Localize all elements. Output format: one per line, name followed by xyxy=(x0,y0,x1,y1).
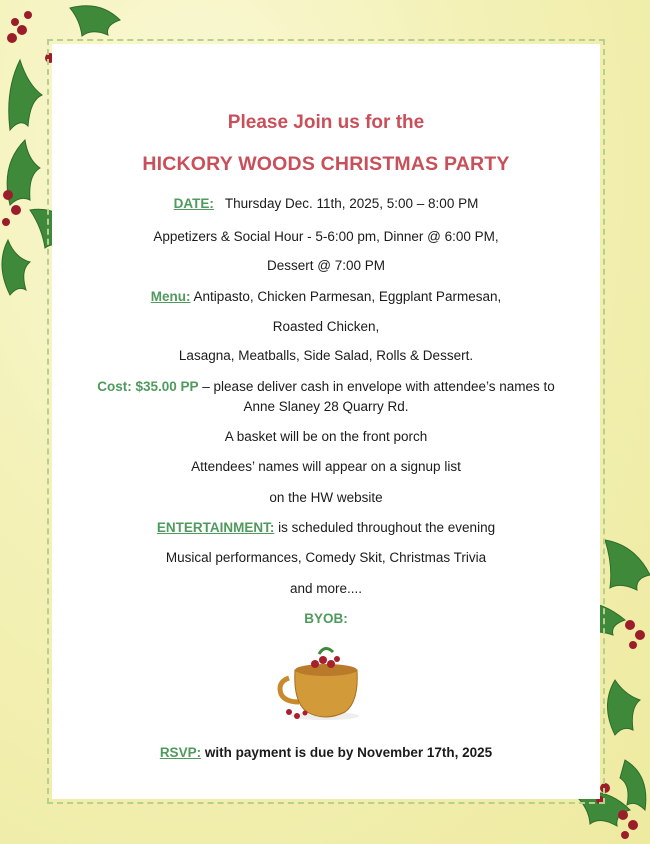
cost-address: Anne Slaney 28 Quarry Rd. xyxy=(243,399,409,414)
invitation-card xyxy=(52,44,600,799)
date-line xyxy=(52,196,600,211)
menu-line-2: Roasted Chicken, xyxy=(272,319,380,334)
menu-text-1: Antipasto, Chicken Parmesan, Eggplant Parmesan, xyxy=(193,289,502,304)
rsvp-line xyxy=(52,745,600,760)
entertainment-line-2: Musical performances, Comedy Skit, Christmas Trivia xyxy=(165,550,487,565)
cost-line xyxy=(52,379,600,394)
cost-label: Cost: $35.00 PP xyxy=(97,379,199,394)
entertainment-label: ENTERTAINMENT: xyxy=(156,520,275,535)
byob-label: BYOB: xyxy=(304,611,348,626)
signup-line-1: Attendees’ names will appear on a signup list xyxy=(191,459,461,474)
date-label: DATE: xyxy=(173,196,214,211)
schedule-line-2: Dessert @ 7:00 PM xyxy=(267,258,385,273)
schedule-line-1: Appetizers & Social Hour - 5-6:00 pm, Dinner @ 6:00 PM, xyxy=(153,229,499,244)
menu-line-3: Lasagna, Meatballs, Side Salad, Rolls & Dessert. xyxy=(178,348,474,363)
signup-line-2: on the HW website xyxy=(269,490,383,505)
mug-icon xyxy=(275,642,370,724)
heading: Please Join us for the xyxy=(227,112,425,133)
entertainment-line xyxy=(52,520,600,535)
basket-line: A basket will be on the front porch xyxy=(224,429,428,444)
rsvp-text: with payment is due by November 17th, 2025 xyxy=(204,745,493,760)
entertainment-line-3: and more.... xyxy=(289,581,363,596)
rsvp-label: RSVP: xyxy=(159,745,202,760)
menu-label: Menu: xyxy=(150,289,191,304)
party-title: HICKORY WOODS CHRISTMAS PARTY xyxy=(142,153,510,175)
cost-text: – please deliver cash in envelope with attendee’s names to xyxy=(202,379,555,394)
date-text: Thursday Dec. 11th, 2025, 5:00 – 8:00 PM xyxy=(224,196,479,211)
entertainment-text: is scheduled throughout the evening xyxy=(278,520,496,535)
menu-line xyxy=(52,289,600,304)
